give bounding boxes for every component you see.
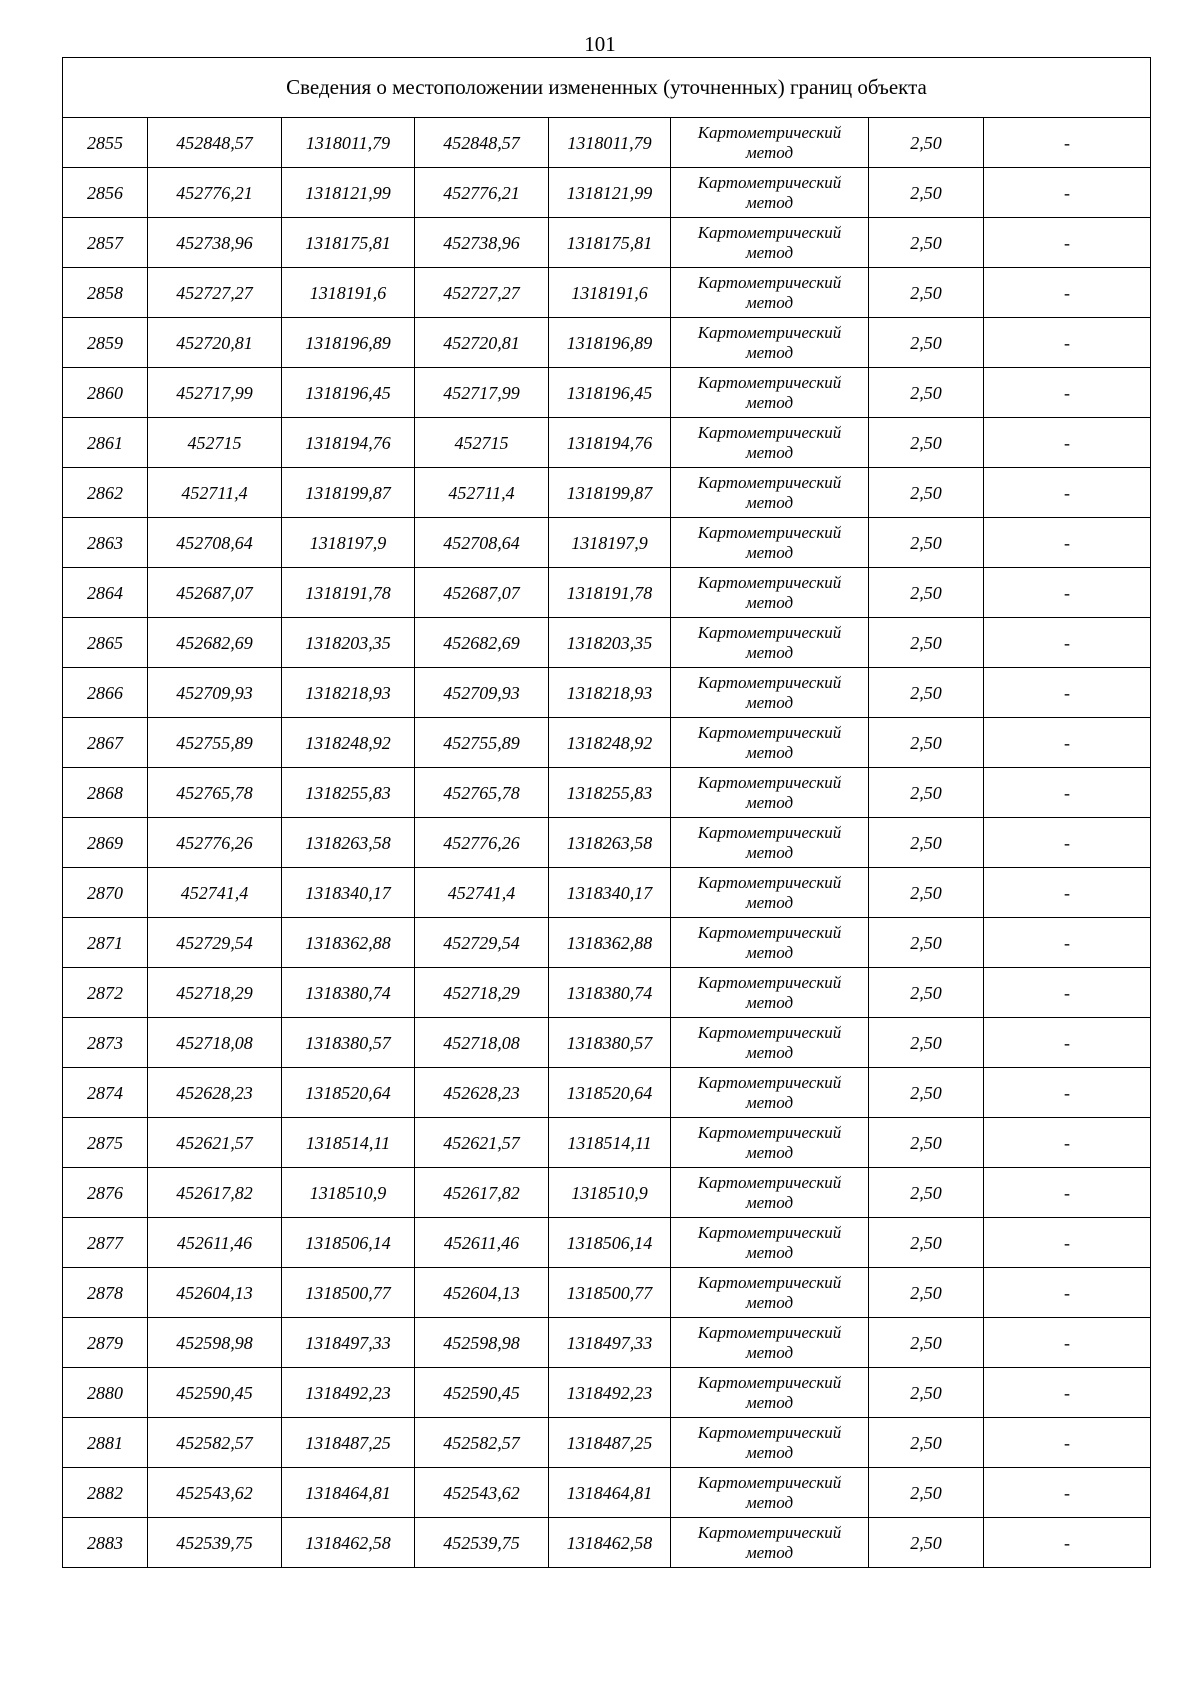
x-existing-cell: 452687,07 (148, 568, 282, 618)
y-existing-cell: 1318196,89 (282, 318, 415, 368)
accuracy-cell: 2,50 (869, 218, 984, 268)
y-new-cell: 1318196,45 (549, 368, 671, 418)
x-new-cell: 452708,64 (415, 518, 549, 568)
table-row (63, 218, 1151, 268)
point-number-cell: 2858 (63, 268, 148, 318)
point-number-cell: 2857 (63, 218, 148, 268)
point-number-cell: 2866 (63, 668, 148, 718)
x-existing-cell: 452848,57 (148, 118, 282, 168)
table-row (63, 868, 1151, 918)
y-new-cell: 1318197,9 (549, 518, 671, 568)
x-new-cell: 452604,13 (415, 1268, 549, 1318)
y-existing-cell: 1318197,9 (282, 518, 415, 568)
description-cell: - (984, 368, 1151, 418)
point-number-cell: 2880 (63, 1368, 148, 1418)
table-row (63, 268, 1151, 318)
description-cell: - (984, 1168, 1151, 1218)
method-cell: Картометрический метод (671, 468, 869, 518)
x-new-cell: 452617,82 (415, 1168, 549, 1218)
method-cell: Картометрический метод (671, 1368, 869, 1418)
method-cell: Картометрический метод (671, 1168, 869, 1218)
point-number-cell: 2872 (63, 968, 148, 1018)
point-number-cell: 2862 (63, 468, 148, 518)
x-new-cell: 452582,57 (415, 1418, 549, 1468)
description-cell: - (984, 268, 1151, 318)
x-new-cell: 452543,62 (415, 1468, 549, 1518)
y-existing-cell: 1318263,58 (282, 818, 415, 868)
accuracy-cell: 2,50 (869, 668, 984, 718)
point-number-cell: 2863 (63, 518, 148, 568)
description-cell: - (984, 1218, 1151, 1268)
method-cell: Картометрический метод (671, 1468, 869, 1518)
description-cell: - (984, 468, 1151, 518)
x-existing-cell: 452727,27 (148, 268, 282, 318)
table-row (63, 618, 1151, 668)
description-cell: - (984, 1268, 1151, 1318)
y-existing-cell: 1318464,81 (282, 1468, 415, 1518)
description-cell: - (984, 1468, 1151, 1518)
x-existing-cell: 452729,54 (148, 918, 282, 968)
x-new-cell: 452718,29 (415, 968, 549, 1018)
method-cell: Картометрический метод (671, 1118, 869, 1168)
y-existing-cell: 1318175,81 (282, 218, 415, 268)
table-title: Сведения о местоположении измененных (уточненных) границ объекта (63, 58, 1151, 118)
y-new-cell: 1318255,83 (549, 768, 671, 818)
y-new-cell: 1318380,57 (549, 1018, 671, 1068)
table-row (63, 1168, 1151, 1218)
x-new-cell: 452715 (415, 418, 549, 468)
table-row (63, 968, 1151, 1018)
table-row (63, 1318, 1151, 1368)
x-new-cell: 452598,98 (415, 1318, 549, 1368)
table-row (63, 1118, 1151, 1168)
y-new-cell: 1318464,81 (549, 1468, 671, 1518)
method-cell: Картометрический метод (671, 868, 869, 918)
description-cell: - (984, 1418, 1151, 1468)
x-existing-cell: 452604,13 (148, 1268, 282, 1318)
x-existing-cell: 452598,98 (148, 1318, 282, 1368)
table-row (63, 168, 1151, 218)
y-existing-cell: 1318194,76 (282, 418, 415, 468)
accuracy-cell: 2,50 (869, 118, 984, 168)
description-cell: - (984, 1368, 1151, 1418)
method-cell: Картометрический метод (671, 418, 869, 468)
point-number-cell: 2870 (63, 868, 148, 918)
table-row (63, 1018, 1151, 1068)
table-row (63, 718, 1151, 768)
y-new-cell: 1318340,17 (549, 868, 671, 918)
method-cell: Картометрический метод (671, 618, 869, 668)
point-number-cell: 2869 (63, 818, 148, 868)
description-cell: - (984, 1018, 1151, 1068)
method-cell: Картометрический метод (671, 168, 869, 218)
x-existing-cell: 452738,96 (148, 218, 282, 268)
x-existing-cell: 452711,4 (148, 468, 282, 518)
y-existing-cell: 1318500,77 (282, 1268, 415, 1318)
y-new-cell: 1318492,23 (549, 1368, 671, 1418)
x-new-cell: 452628,23 (415, 1068, 549, 1118)
description-cell: - (984, 968, 1151, 1018)
accuracy-cell: 2,50 (869, 568, 984, 618)
boundary-coordinates-table (62, 57, 1151, 1568)
y-new-cell: 1318520,64 (549, 1068, 671, 1118)
point-number-cell: 2881 (63, 1418, 148, 1468)
table-row (63, 768, 1151, 818)
y-new-cell: 1318199,87 (549, 468, 671, 518)
point-number-cell: 2875 (63, 1118, 148, 1168)
method-cell: Картометрический метод (671, 818, 869, 868)
point-number-cell: 2873 (63, 1018, 148, 1068)
method-cell: Картометрический метод (671, 318, 869, 368)
y-existing-cell: 1318121,99 (282, 168, 415, 218)
y-existing-cell: 1318255,83 (282, 768, 415, 818)
accuracy-cell: 2,50 (869, 1268, 984, 1318)
x-new-cell: 452738,96 (415, 218, 549, 268)
method-cell: Картометрический метод (671, 118, 869, 168)
y-existing-cell: 1318380,74 (282, 968, 415, 1018)
y-existing-cell: 1318487,25 (282, 1418, 415, 1468)
accuracy-cell: 2,50 (869, 818, 984, 868)
accuracy-cell: 2,50 (869, 1418, 984, 1468)
x-existing-cell: 452582,57 (148, 1418, 282, 1468)
y-new-cell: 1318362,88 (549, 918, 671, 968)
accuracy-cell: 2,50 (869, 768, 984, 818)
accuracy-cell: 2,50 (869, 1468, 984, 1518)
y-existing-cell: 1318011,79 (282, 118, 415, 168)
x-new-cell: 452741,4 (415, 868, 549, 918)
x-new-cell: 452765,78 (415, 768, 549, 818)
table-row (63, 1068, 1151, 1118)
y-existing-cell: 1318462,58 (282, 1518, 415, 1568)
x-existing-cell: 452617,82 (148, 1168, 282, 1218)
accuracy-cell: 2,50 (869, 418, 984, 468)
x-new-cell: 452687,07 (415, 568, 549, 618)
y-new-cell: 1318191,6 (549, 268, 671, 318)
x-existing-cell: 452755,89 (148, 718, 282, 768)
description-cell: - (984, 1318, 1151, 1368)
accuracy-cell: 2,50 (869, 268, 984, 318)
y-existing-cell: 1318340,17 (282, 868, 415, 918)
method-cell: Картометрический метод (671, 1518, 869, 1568)
description-cell: - (984, 218, 1151, 268)
accuracy-cell: 2,50 (869, 1368, 984, 1418)
method-cell: Картометрический метод (671, 668, 869, 718)
x-existing-cell: 452539,75 (148, 1518, 282, 1568)
point-number-cell: 2876 (63, 1168, 148, 1218)
x-new-cell: 452729,54 (415, 918, 549, 968)
description-cell: - (984, 918, 1151, 968)
table-row (63, 1218, 1151, 1268)
y-new-cell: 1318487,25 (549, 1418, 671, 1468)
page-number: 101 (584, 32, 616, 56)
y-existing-cell: 1318362,88 (282, 918, 415, 968)
accuracy-cell: 2,50 (869, 1168, 984, 1218)
y-new-cell: 1318203,35 (549, 618, 671, 668)
accuracy-cell: 2,50 (869, 368, 984, 418)
y-new-cell: 1318121,99 (549, 168, 671, 218)
table-row (63, 668, 1151, 718)
accuracy-cell: 2,50 (869, 1068, 984, 1118)
x-new-cell: 452621,57 (415, 1118, 549, 1168)
x-new-cell: 452711,4 (415, 468, 549, 518)
table-row (63, 118, 1151, 168)
y-existing-cell: 1318191,6 (282, 268, 415, 318)
point-number-cell: 2883 (63, 1518, 148, 1568)
y-existing-cell: 1318191,78 (282, 568, 415, 618)
method-cell: Картометрический метод (671, 718, 869, 768)
description-cell: - (984, 1068, 1151, 1118)
y-existing-cell: 1318510,9 (282, 1168, 415, 1218)
y-new-cell: 1318196,89 (549, 318, 671, 368)
x-existing-cell: 452715 (148, 418, 282, 468)
table-row (63, 1468, 1151, 1518)
y-existing-cell: 1318514,11 (282, 1118, 415, 1168)
x-new-cell: 452718,08 (415, 1018, 549, 1068)
table-row (63, 1268, 1151, 1318)
point-number-cell: 2861 (63, 418, 148, 468)
x-existing-cell: 452765,78 (148, 768, 282, 818)
accuracy-cell: 2,50 (869, 868, 984, 918)
point-number-cell: 2860 (63, 368, 148, 418)
x-existing-cell: 452682,69 (148, 618, 282, 668)
description-cell: - (984, 318, 1151, 368)
y-existing-cell: 1318520,64 (282, 1068, 415, 1118)
table-row (63, 568, 1151, 618)
y-new-cell: 1318175,81 (549, 218, 671, 268)
method-cell: Картометрический метод (671, 1018, 869, 1068)
method-cell: Картометрический метод (671, 218, 869, 268)
x-new-cell: 452727,27 (415, 268, 549, 318)
accuracy-cell: 2,50 (869, 318, 984, 368)
point-number-cell: 2878 (63, 1268, 148, 1318)
x-new-cell: 452776,21 (415, 168, 549, 218)
accuracy-cell: 2,50 (869, 518, 984, 568)
accuracy-cell: 2,50 (869, 1318, 984, 1368)
x-existing-cell: 452709,93 (148, 668, 282, 718)
table-row (63, 1368, 1151, 1418)
y-new-cell: 1318462,58 (549, 1518, 671, 1568)
table-row (63, 1518, 1151, 1568)
x-new-cell: 452611,46 (415, 1218, 549, 1268)
y-new-cell: 1318191,78 (549, 568, 671, 618)
point-number-cell: 2871 (63, 918, 148, 968)
description-cell: - (984, 568, 1151, 618)
method-cell: Картометрический метод (671, 1068, 869, 1118)
x-new-cell: 452717,99 (415, 368, 549, 418)
x-new-cell: 452755,89 (415, 718, 549, 768)
accuracy-cell: 2,50 (869, 968, 984, 1018)
x-new-cell: 452590,45 (415, 1368, 549, 1418)
table-row (63, 518, 1151, 568)
method-cell: Картометрический метод (671, 1418, 869, 1468)
method-cell: Картометрический метод (671, 1318, 869, 1368)
description-cell: - (984, 618, 1151, 668)
x-new-cell: 452776,26 (415, 818, 549, 868)
x-existing-cell: 452708,64 (148, 518, 282, 568)
x-new-cell: 452848,57 (415, 118, 549, 168)
description-cell: - (984, 118, 1151, 168)
description-cell: - (984, 718, 1151, 768)
method-cell: Картометрический метод (671, 1218, 869, 1268)
x-existing-cell: 452718,29 (148, 968, 282, 1018)
description-cell: - (984, 518, 1151, 568)
point-number-cell: 2867 (63, 718, 148, 768)
method-cell: Картометрический метод (671, 268, 869, 318)
method-cell: Картометрический метод (671, 918, 869, 968)
method-cell: Картометрический метод (671, 768, 869, 818)
accuracy-cell: 2,50 (869, 1118, 984, 1168)
y-existing-cell: 1318506,14 (282, 1218, 415, 1268)
description-cell: - (984, 418, 1151, 468)
table-body (63, 118, 1151, 1568)
y-new-cell: 1318263,58 (549, 818, 671, 868)
y-new-cell: 1318380,74 (549, 968, 671, 1018)
point-number-cell: 2856 (63, 168, 148, 218)
point-number-cell: 2874 (63, 1068, 148, 1118)
accuracy-cell: 2,50 (869, 718, 984, 768)
x-new-cell: 452682,69 (415, 618, 549, 668)
description-cell: - (984, 768, 1151, 818)
y-existing-cell: 1318203,35 (282, 618, 415, 668)
x-existing-cell: 452717,99 (148, 368, 282, 418)
description-cell: - (984, 168, 1151, 218)
x-existing-cell: 452590,45 (148, 1368, 282, 1418)
y-new-cell: 1318506,14 (549, 1218, 671, 1268)
y-existing-cell: 1318248,92 (282, 718, 415, 768)
x-existing-cell: 452741,4 (148, 868, 282, 918)
description-cell: - (984, 1518, 1151, 1568)
description-cell: - (984, 818, 1151, 868)
y-new-cell: 1318218,93 (549, 668, 671, 718)
table-row (63, 468, 1151, 518)
x-existing-cell: 452611,46 (148, 1218, 282, 1268)
y-new-cell: 1318497,33 (549, 1318, 671, 1368)
accuracy-cell: 2,50 (869, 168, 984, 218)
x-existing-cell: 452720,81 (148, 318, 282, 368)
table-row (63, 368, 1151, 418)
x-existing-cell: 452543,62 (148, 1468, 282, 1518)
point-number-cell: 2882 (63, 1468, 148, 1518)
accuracy-cell: 2,50 (869, 618, 984, 668)
accuracy-cell: 2,50 (869, 1518, 984, 1568)
x-existing-cell: 452621,57 (148, 1118, 282, 1168)
y-existing-cell: 1318497,33 (282, 1318, 415, 1368)
accuracy-cell: 2,50 (869, 1018, 984, 1068)
x-existing-cell: 452718,08 (148, 1018, 282, 1068)
y-existing-cell: 1318196,45 (282, 368, 415, 418)
y-existing-cell: 1318218,93 (282, 668, 415, 718)
method-cell: Картометрический метод (671, 568, 869, 618)
method-cell: Картометрический метод (671, 1268, 869, 1318)
point-number-cell: 2877 (63, 1218, 148, 1268)
point-number-cell: 2859 (63, 318, 148, 368)
x-new-cell: 452709,93 (415, 668, 549, 718)
point-number-cell: 2864 (63, 568, 148, 618)
method-cell: Картометрический метод (671, 518, 869, 568)
point-number-cell: 2865 (63, 618, 148, 668)
accuracy-cell: 2,50 (869, 918, 984, 968)
table-title-row (63, 58, 1151, 118)
description-cell: - (984, 668, 1151, 718)
y-new-cell: 1318514,11 (549, 1118, 671, 1168)
point-number-cell: 2879 (63, 1318, 148, 1368)
x-existing-cell: 452628,23 (148, 1068, 282, 1118)
table-row (63, 418, 1151, 468)
y-new-cell: 1318248,92 (549, 718, 671, 768)
x-existing-cell: 452776,21 (148, 168, 282, 218)
description-cell: - (984, 868, 1151, 918)
table-row (63, 1418, 1151, 1468)
y-new-cell: 1318011,79 (549, 118, 671, 168)
y-existing-cell: 1318492,23 (282, 1368, 415, 1418)
y-new-cell: 1318500,77 (549, 1268, 671, 1318)
y-new-cell: 1318194,76 (549, 418, 671, 468)
method-cell: Картометрический метод (671, 968, 869, 1018)
description-cell: - (984, 1118, 1151, 1168)
x-new-cell: 452720,81 (415, 318, 549, 368)
table-row (63, 318, 1151, 368)
table-row (63, 818, 1151, 868)
x-existing-cell: 452776,26 (148, 818, 282, 868)
accuracy-cell: 2,50 (869, 468, 984, 518)
table-row (63, 918, 1151, 968)
y-existing-cell: 1318199,87 (282, 468, 415, 518)
y-new-cell: 1318510,9 (549, 1168, 671, 1218)
x-new-cell: 452539,75 (415, 1518, 549, 1568)
point-number-cell: 2855 (63, 118, 148, 168)
y-existing-cell: 1318380,57 (282, 1018, 415, 1068)
point-number-cell: 2868 (63, 768, 148, 818)
method-cell: Картометрический метод (671, 368, 869, 418)
accuracy-cell: 2,50 (869, 1218, 984, 1268)
